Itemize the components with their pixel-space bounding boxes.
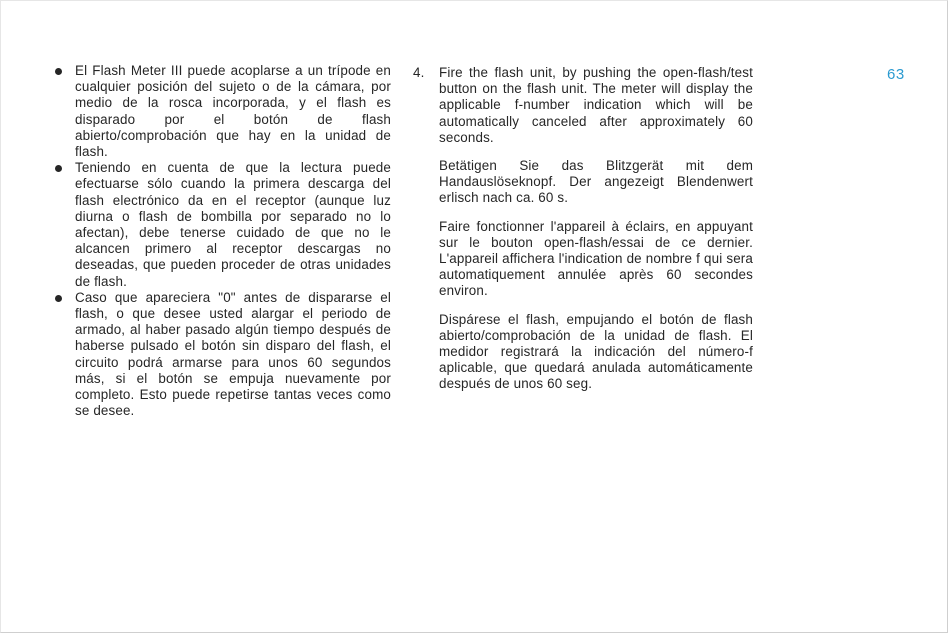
step-spanish-text: Dispárese el flash, empujando el botón de flash abierto/comprobación de la unidad de flash. El medidor registrará la indicación del número-f aplicable, que quedará anulada automáticamente después de unos 60 seg. — [439, 311, 753, 392]
bullet-dot-icon — [55, 165, 62, 172]
bullet-item-tripod — [51, 63, 391, 160]
bullet-text: El Flash Meter III puede acoplarse a un trípode en cualquier posición del sujeto o de la cámara, por medio de la rosca incorporada, y el flash es disparado por el botón de flash abierto/comprobación que hay en la unidad de flash. — [75, 63, 391, 160]
step-german-text: Betätigen Sie das Blitzgerät mit dem Handauslöseknopf. Der angezeigt Blendenwert erlisch nach ca. 60 s. — [439, 158, 753, 206]
page-number: 63 — [887, 66, 905, 83]
bullet-item-rearm — [51, 290, 391, 420]
bullet-text: Caso que apareciera "0" antes de dispararse el flash, o que desee usted alargar el periodo de armado, al haber pasado algún tiempo después de haberse pulsado el botón sin disparo del flash, el circuito podrá armarse para unos 60 segundos más, si el botón se empuja nuevamente por completo. Esto puede repetirse tantas veces como se desee. — [75, 289, 391, 419]
bullet-dot-icon — [55, 295, 62, 302]
step-number: 4. — [413, 65, 425, 80]
bullet-dot-icon — [55, 68, 62, 75]
step-english-text: Fire the flash unit, by pushing the open-flash/test button on the flash unit. The meter will display the applicable f-number indication which will be automatically canceled after approximately 60 seconds. — [439, 65, 753, 145]
bullet-text: Teniendo en cuenta de que la lectura puede efectuarse sólo cuando la primera descarga del flash electrónico da en el receptor (aunque luz diurna o flash de bombilla por separado no lo afectan), debe tenerse cuidado de que no le alcancen primero al receptor descargas no deseadas, que pueden proceder de otras unidades de flash. — [75, 160, 391, 289]
step-french-text: Faire fonctionner l'appareil à éclairs, en appuyant sur le bouton open-flash/essai de ce dernier. L'appareil affichera l'indication de nombre f qui sera automatiquement annulée après 60 secondes environ. — [439, 218, 753, 299]
step-four-column — [413, 65, 753, 393]
bullet-item-reading — [51, 160, 391, 290]
spanish-notes-column — [51, 63, 391, 419]
step-english — [413, 65, 753, 146]
